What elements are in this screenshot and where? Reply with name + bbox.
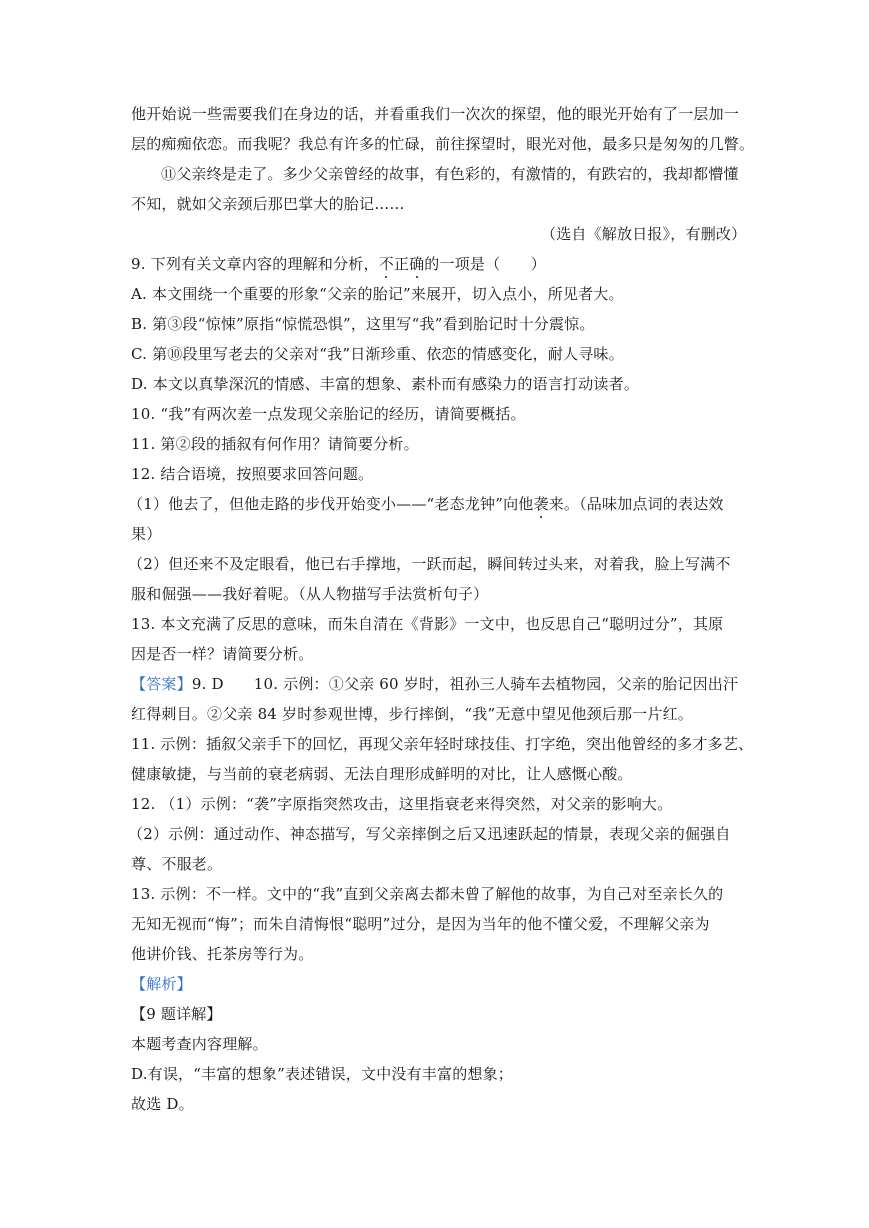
answer-12-1: 12. （1）示例：“袭”字原指突然攻击，这里指衰老来得突然，对父亲的影响大。 bbox=[131, 795, 673, 813]
answer-line bbox=[131, 674, 739, 694]
answer-13: 13. 示例：不一样。文中的“我”直到父亲离去都未曾了解他的故事，为自己对至亲长久的 bbox=[131, 885, 724, 903]
analysis-line: 故选 D。 bbox=[131, 1095, 194, 1113]
question-12-2-cont: 服和倔强——我好着呢。（从人物描写手法赏析句子） bbox=[131, 585, 489, 603]
answer-12-2: （2）示例：通过动作、神态描写，写父亲摔倒之后又迅速跃起的情景，表现父亲的倔强自 bbox=[128, 825, 731, 843]
option-c: C. 第⑩段里写老去的父亲对“我”日渐珍重、依恋的情感变化，耐人寻味。 bbox=[131, 345, 624, 363]
question-11: 11. 第②段的插叙有何作用？请简要分析。 bbox=[131, 435, 419, 453]
question-10: 10. “我”有两次差一点发现父亲胎记的经历，请简要概括。 bbox=[131, 405, 526, 423]
answer-10: 10. 示例：①父亲 60 岁时，祖孙三人骑车去植物园，父亲的胎记因出汗 bbox=[253, 675, 739, 693]
analysis-q9-header: 【9 题详解】 bbox=[131, 1005, 222, 1023]
question-13-cont: 因是否一样？请简要分析。 bbox=[131, 645, 314, 663]
question-13: 13. 本文充满了反思的意味，而朱自清在《背影》一文中，也反思自己“聪明过分”，其原 bbox=[131, 615, 724, 633]
option-d: D. 本文以真挚深沉的情感、丰富的想象、素朴而有感染力的语言打动读者。 bbox=[131, 375, 640, 393]
analysis-label: 【解析】 bbox=[131, 975, 192, 993]
analysis-line: D.有误，“丰富的想象”表述错误，文中没有丰富的想象； bbox=[131, 1065, 513, 1083]
answer-label: 【答案】 bbox=[131, 675, 192, 693]
passage-line: 层的痴痴依恋。而我呢？我总有许多的忙碌，前往探望时，眼光对他，最多只是匆匆的几瞥。 bbox=[131, 135, 755, 153]
paragraph-11-line: ⑪父亲终是走了。多少父亲曾经的故事，有色彩的，有激情的，有跌宕的，我却都懵懂 bbox=[161, 165, 739, 183]
question-12-2: （2）但还来不及定眼看，他已右手撑地，一跃而起，瞬间转过头来，对着我，脸上写满不 bbox=[128, 555, 731, 573]
answer-9: 9. D bbox=[191, 675, 224, 693]
analysis-line: 本题考查内容理解。 bbox=[131, 1035, 268, 1053]
answer-12-2-cont: 尊、不服老。 bbox=[131, 855, 223, 873]
emphasis-dot-char: 袭 bbox=[533, 495, 549, 513]
emphasis-dot-char: 确 bbox=[409, 255, 425, 273]
passage-line: 他开始说一些需要我们在身边的话，并看重我们一次次的探望，他的眼光开始有了一层加一 bbox=[131, 105, 740, 123]
question-9-text: 9. 下列有关文章内容的理解和分析， bbox=[131, 255, 379, 273]
answer-11: 11. 示例：插叙父亲手下的回忆，再现父亲年轻时球技佳、打字绝，突出他曾经的多才多艺、 bbox=[131, 735, 754, 753]
option-a: A. 本文围绕一个重要的形象“父亲的胎记”来展开，切入点小，所见者大。 bbox=[131, 285, 624, 303]
question-9-text: 正 bbox=[393, 255, 410, 273]
answer-13-cont: 无知无视而“悔”；而朱自清悔恨“聪明”过分，是因为当年的他不懂父爱，不理解父亲为 bbox=[131, 915, 710, 933]
question-9-text: 的一项是（ ） bbox=[424, 255, 546, 273]
passage-source: （选自《解放日报》，有删改） bbox=[541, 225, 747, 243]
question-12-1-text: （1）他去了，但他走路的步伐开始变小——“老态龙钟”向他 bbox=[128, 495, 534, 513]
option-b: B. 第③段“惊悚”原指“惊慌恐惧”，这里写“我”看到胎记时十分震惊。 bbox=[131, 315, 595, 333]
question-12-1-cont: 果） bbox=[131, 525, 162, 543]
question-9 bbox=[131, 254, 731, 274]
answer-10-cont: 红得刺目。②父亲 84 岁时参观世博，步行摔倒，“我”无意中望见他颈后那一片红。 bbox=[131, 705, 693, 723]
answer-11-cont: 健康敏捷，与当前的衰老病弱、无法自理形成鲜明的对比，让人感慨心酸。 bbox=[131, 765, 633, 783]
emphasis-dot-char: 不 bbox=[378, 255, 394, 273]
question-12-1-text: 来。（品味加点词的表达效 bbox=[548, 495, 724, 513]
question-12: 12. 结合语境，按照要求回答问题。 bbox=[131, 465, 374, 483]
answer-13-cont: 他讲价钱、托茶房等行为。 bbox=[131, 945, 314, 963]
paragraph-11-line: 不知，就如父亲颈后那巴掌大的胎记…… bbox=[131, 195, 405, 213]
question-12-1 bbox=[128, 494, 728, 514]
